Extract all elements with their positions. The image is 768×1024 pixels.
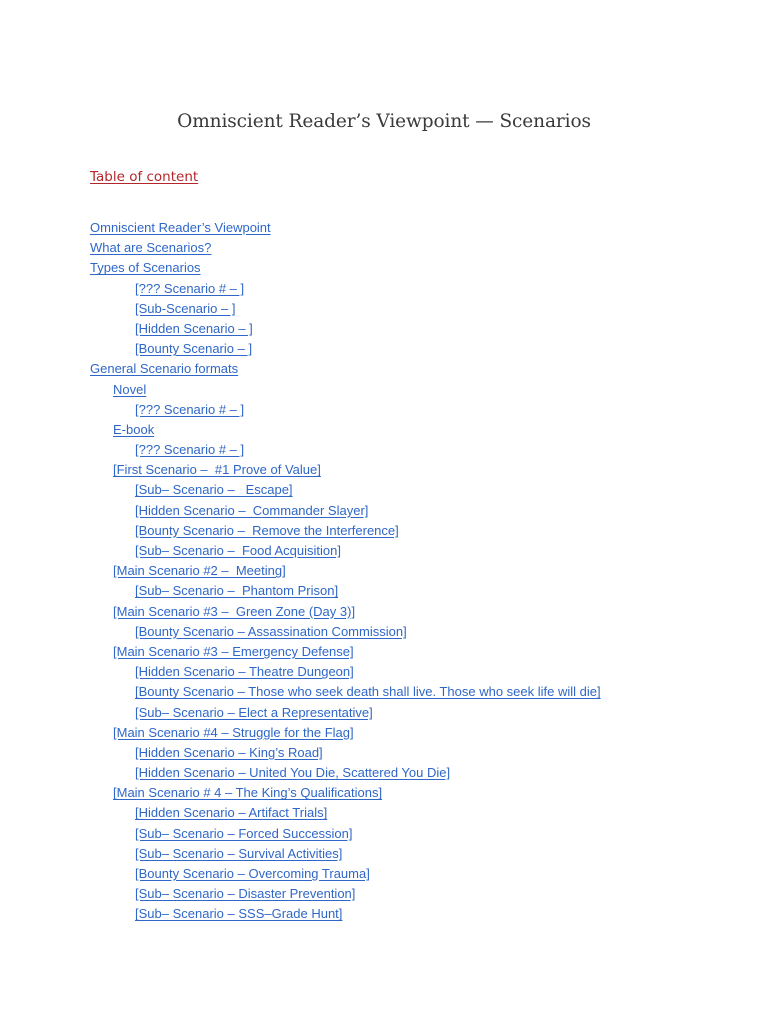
toc-link[interactable]: [Hidden Scenario – Theatre Dungeon] (135, 664, 354, 680)
toc-link[interactable]: Types of Scenarios (90, 260, 201, 276)
toc-link[interactable]: [Sub– Scenario – Survival Activities] (135, 845, 343, 861)
toc-link[interactable]: [Bounty Scenario – Assassination Commission] (135, 623, 407, 639)
toc-link[interactable]: [Sub– Scenario – Elect a Representative] (135, 704, 373, 720)
toc-link[interactable]: Omniscient Reader’s Viewpoint (90, 220, 271, 235)
toc-link[interactable]: General Scenario formats (90, 361, 239, 377)
toc-link[interactable]: [Sub– Scenario – Disaster Prevention] (135, 886, 356, 902)
toc-link[interactable]: [Main Scenario #2 – Meeting] (113, 563, 286, 579)
toc-link[interactable]: [Hidden Scenario – ] (135, 320, 253, 336)
toc-link[interactable]: [Sub– Scenario – Food Acquisition] (135, 543, 341, 558)
toc-link[interactable]: [Hidden Scenario – Artifact Trials] (135, 805, 328, 821)
toc-link[interactable]: [Main Scenario # 4 – The King’s Qualifications] (113, 785, 383, 801)
toc-link[interactable]: [??? Scenario # – ] (135, 401, 245, 417)
toc-link[interactable]: [Sub-Scenario – ] (135, 300, 236, 316)
toc-link[interactable]: [Main Scenario #4 – Struggle for the Flag] (113, 724, 354, 740)
toc-link[interactable]: [??? Scenario # – ] (135, 280, 245, 296)
toc-link[interactable]: Novel (113, 381, 147, 397)
toc-link[interactable]: [Bounty Scenario – ] (135, 341, 253, 357)
table-of-contents (0, 218, 768, 925)
toc-link[interactable]: [Sub– Scenario – SSS–Grade Hunt] (135, 906, 343, 922)
toc-heading: Table of content (90, 169, 199, 185)
toc-link[interactable]: E-book (113, 421, 155, 437)
toc-link[interactable]: [Sub– Scenario – Escape] (135, 482, 293, 498)
toc-link[interactable]: [??? Scenario # – ] (135, 442, 245, 458)
page-title: Omniscient Reader’s Viewpoint — Scenarios (177, 111, 591, 132)
toc-link[interactable]: [Hidden Scenario – United You Die, Scattered You Die] (135, 765, 451, 781)
toc-link[interactable]: [Main Scenario #3 – Green Zone (Day 3)] (113, 603, 356, 619)
toc-link[interactable]: [Hidden Scenario – Commander Slayer] (135, 502, 369, 518)
toc-link[interactable]: [Sub– Scenario – Phantom Prison] (135, 583, 339, 599)
toc-link[interactable]: [Sub– Scenario – Forced Succession] (135, 825, 353, 841)
toc-link[interactable]: [Bounty Scenario – Overcoming Trauma] (135, 866, 370, 881)
toc-link[interactable]: [Bounty Scenario – Those who seek death shall live. Those who seek life will die] (135, 684, 601, 700)
toc-link[interactable]: [Hidden Scenario – King’s Road] (135, 744, 323, 760)
toc-link[interactable]: [Main Scenario #3 – Emergency Defense] (113, 643, 354, 659)
toc-link[interactable]: [First Scenario – #1 Prove of Value] (113, 462, 321, 478)
toc-link[interactable]: [Bounty Scenario – Remove the Interference] (135, 522, 399, 538)
toc-link[interactable]: What are Scenarios? (90, 240, 212, 256)
